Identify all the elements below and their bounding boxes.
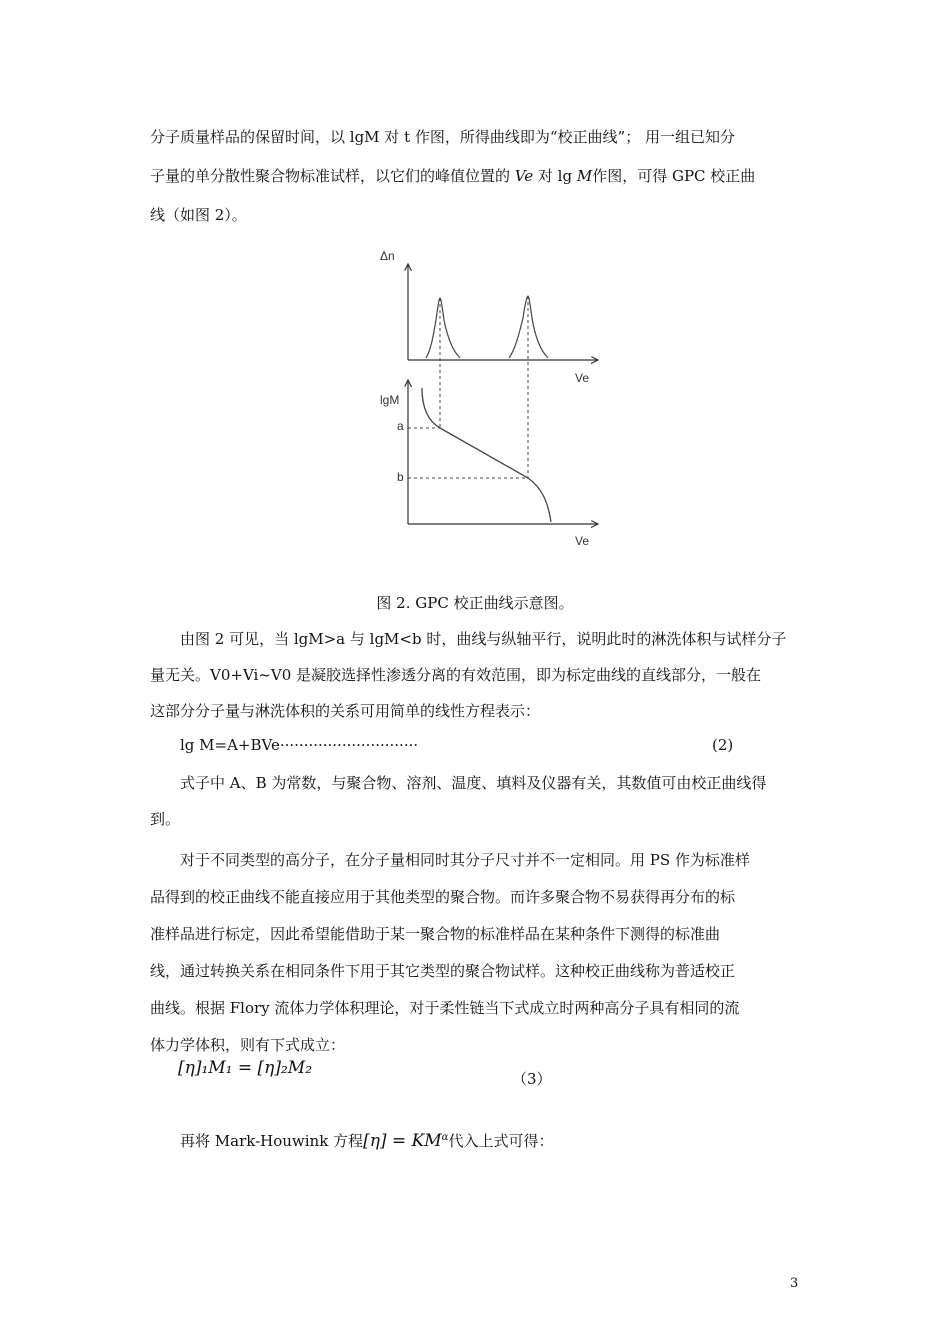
equation-2: lg M=A+BVe····························· <box>180 736 419 754</box>
gpc-calibration-figure <box>370 240 610 555</box>
page-number: 3 <box>790 1276 799 1291</box>
para4-line5: 曲线。根据 Flory 流体力学体积理论，对于柔性链当下式成立时两种高分子具有相同的流 <box>150 999 740 1017</box>
para2-line3: 这部分分子量与淋洗体积的关系可用简单的线性方程表示： <box>150 702 541 720</box>
bottom-y-label: lgM <box>380 393 400 407</box>
calibration-curve <box>422 388 551 522</box>
para4-line6: 体力学体积，则有下式成立： <box>150 1036 346 1054</box>
para2-line1: 由图 2 可见，当 lgM>a 与 lgM<b 时，曲线与纵轴平行，说明此时的淋洗体积与试样分子 <box>180 630 787 648</box>
top-y-label: Δn <box>380 249 395 263</box>
equation-2-number: (2) <box>712 736 734 754</box>
para3-line1: 式子中 A、B 为常数，与聚合物、溶剂、温度、填料及仪器有关，其数值可由校正曲线得 <box>180 774 767 792</box>
equation-3-number: （3） <box>512 1070 552 1088</box>
figure-caption: 图 2. GPC 校正曲线示意图。 <box>376 594 574 612</box>
para1-line1: 分子质量样品的保留时间，以 lgM 对 t 作图，所得曲线即为“校正曲线”； 用一组已知分 <box>150 128 735 146</box>
para4-line3: 准样品进行标定，因此希望能借助于某一聚合物的标准样品在某种条件下测得的标准曲 <box>150 925 721 943</box>
gpc-calibration-diagram <box>370 240 610 555</box>
para1-line2-text-a: 子量的单分散性聚合物标准试样，以它们的峰值位置的 <box>150 167 515 185</box>
para3-line2: 到。 <box>150 810 181 828</box>
label-a: a <box>397 419 404 433</box>
para1-line2-text-b: 对 lg <box>533 167 577 185</box>
mark-houwink-exponent: α <box>441 1132 449 1143</box>
bottom-x-label: Ve <box>575 534 590 548</box>
para5-suffix: 代入上式可得： <box>448 1132 554 1150</box>
peak-1-curve <box>426 298 460 358</box>
para1-line2-text-c: 作图，可得 GPC 校正曲 <box>592 167 756 185</box>
para4-line1: 对于不同类型的高分子，在分子量相同时其分子尺寸并不一定相同。用 PS 作为标准样 <box>180 851 750 869</box>
para5-prefix: 再将 Mark-Houwink 方程 <box>180 1132 364 1150</box>
para5-line <box>180 1130 553 1151</box>
para1-line2-m: M <box>576 167 593 185</box>
equation-3: [η]₁M₁ = [η]₂M₂ <box>178 1058 313 1078</box>
para4-line4: 线，通过转换关系在相同条件下用于其它类型的聚合物试样。这种校正曲线称为普适校正 <box>150 962 736 980</box>
para2-line2: 量无关。V0+Vi~V0 是凝胶选择性渗透分离的有效范围，即为标定曲线的直线部分，一般在 <box>150 666 762 684</box>
para1-line2-ve: Ve <box>514 167 534 185</box>
top-x-label: Ve <box>575 371 590 385</box>
para1-line2 <box>150 165 755 186</box>
label-b: b <box>397 470 404 484</box>
para4-line2: 品得到的校正曲线不能直接应用于其他类型的聚合物。而许多聚合物不易获得再分布的标 <box>150 888 736 906</box>
para1-line3: 线（如图 2）。 <box>150 206 247 224</box>
mark-houwink-formula: [η] = KM <box>363 1131 442 1151</box>
